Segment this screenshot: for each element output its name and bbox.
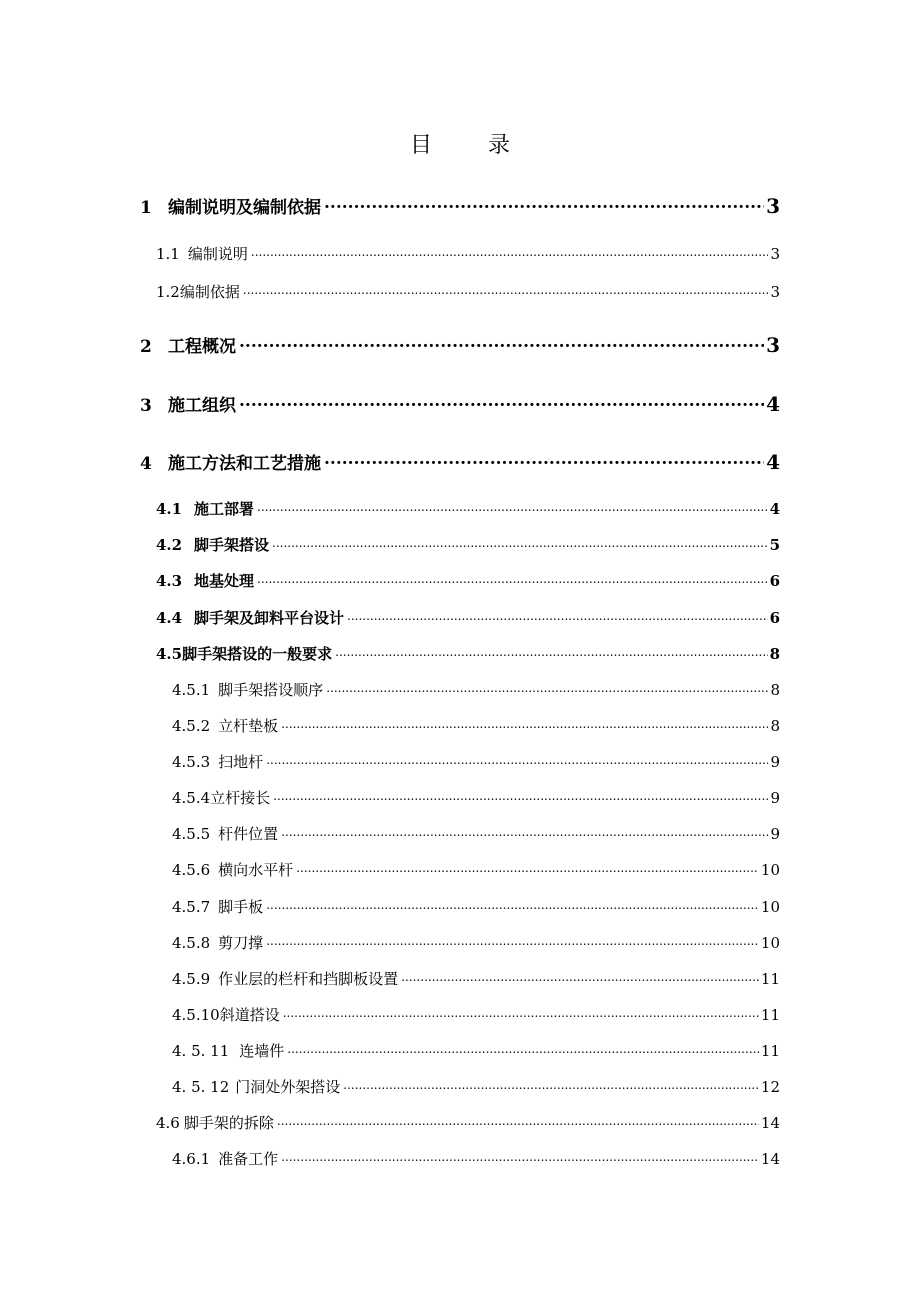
toc-entry-number: 4.5.7	[172, 898, 211, 916]
toc-entry[interactable]	[156, 498, 780, 519]
toc-entry-label: 立杆接长	[210, 789, 271, 807]
toc-entry-label: 编制说明及编制依据	[168, 198, 321, 218]
toc-entry[interactable]	[156, 643, 780, 664]
toc-entry-page: 11	[760, 1006, 780, 1024]
toc-entry-number: 2	[140, 337, 152, 357]
toc-leader-dots	[257, 571, 768, 586]
toc-leader-dots	[281, 824, 768, 839]
toc-leader-dots	[239, 335, 764, 352]
toc-entry-label: 脚手架搭设顺序	[218, 681, 324, 699]
toc-entry-label: 连墙件	[239, 1042, 285, 1060]
toc-entry-label: 杆件位置	[218, 825, 279, 843]
toc-entry[interactable]	[156, 1112, 780, 1133]
toc-entry-label: 准备工作	[218, 1150, 279, 1168]
toc-entry-page: 9	[770, 789, 780, 807]
toc-entry-page: 9	[770, 825, 780, 843]
toc-entry[interactable]	[172, 751, 780, 772]
toc-entry-number: 4.5.9	[172, 970, 211, 988]
toc-entry-number: 3	[140, 396, 152, 416]
toc-entry-page: 12	[760, 1078, 780, 1096]
toc-leader-dots	[257, 499, 768, 514]
toc-entry-label: 作业层的栏杆和挡脚板设置	[218, 970, 399, 988]
toc-leader-dots	[239, 394, 764, 411]
toc-entry-number: 4. 5. 11	[172, 1042, 230, 1060]
toc-leader-dots	[281, 1149, 759, 1164]
toc-entry-number: 4.6.1	[172, 1150, 211, 1168]
toc-leader-dots	[273, 788, 768, 803]
toc-entry-number: 1.2	[156, 283, 180, 301]
toc-entry-number: 4.5	[156, 645, 183, 663]
toc-entry-page: 6	[769, 572, 780, 590]
toc-entry-label: 扫地杆	[218, 753, 264, 771]
toc-entry[interactable]	[156, 534, 780, 555]
toc-entry-number: 4.5.4	[172, 789, 211, 807]
toc-entry-number: 4.6	[156, 1114, 180, 1132]
toc-entry-number: 4. 5. 12	[172, 1078, 230, 1096]
toc-entry-page: 3	[770, 283, 780, 301]
toc-entry[interactable]	[172, 715, 780, 736]
toc-entry-number: 4.4	[156, 609, 183, 627]
toc-leader-dots	[243, 282, 769, 297]
toc-leader-dots	[296, 860, 759, 875]
toc-leader-dots	[251, 244, 769, 259]
toc-entry-label: 立杆垫板	[218, 717, 279, 735]
toc-entry-page: 3	[766, 333, 780, 357]
toc-entry-number: 4.5.2	[172, 717, 211, 735]
toc-leader-dots	[401, 969, 759, 984]
toc-entry-number: 4.2	[156, 536, 183, 554]
toc-leader-dots	[343, 1077, 759, 1092]
toc-leader-dots	[326, 680, 768, 695]
toc-entry-label: 施工组织	[168, 396, 236, 416]
toc-entry-label: 脚手架的拆除	[183, 1114, 274, 1132]
toc-entry-number: 1.1	[156, 245, 180, 263]
toc-entry-page: 8	[769, 645, 780, 663]
toc-entry-page: 11	[760, 1042, 780, 1060]
toc-entry-number: 4.5.10	[172, 1006, 220, 1024]
toc-entry-page: 10	[760, 898, 780, 916]
toc-entry-page: 9	[770, 753, 780, 771]
toc-entry-page: 3	[766, 194, 780, 218]
toc-leader-dots	[281, 716, 768, 731]
toc-entry[interactable]	[156, 607, 780, 628]
toc-entry-label: 脚手架搭设	[194, 536, 270, 554]
toc-entry-page: 8	[770, 717, 780, 735]
toc-entry-page: 4	[769, 500, 780, 518]
toc-entry[interactable]	[172, 1148, 780, 1169]
toc-entry-number: 1	[140, 198, 152, 218]
page-title: 目录	[409, 133, 566, 158]
toc-entry[interactable]	[140, 449, 780, 474]
toc-entry[interactable]	[172, 1040, 780, 1061]
toc-entry[interactable]	[156, 281, 780, 302]
toc-entry-number: 4.5.8	[172, 934, 211, 952]
toc-entry-number: 4.1	[156, 500, 183, 518]
toc-entry-number: 4.3	[156, 572, 183, 590]
toc-entry-page: 4	[766, 392, 780, 416]
toc-entry-number: 4.5.6	[172, 861, 211, 879]
toc-entry[interactable]	[172, 1076, 780, 1097]
toc-entry-number: 4.5.1	[172, 681, 211, 699]
toc-entry-number: 4.5.3	[172, 753, 211, 771]
toc-leader-dots	[287, 1041, 759, 1056]
toc-leader-dots	[324, 196, 764, 213]
toc-leader-dots	[335, 644, 767, 659]
toc-entry-page: 5	[769, 536, 780, 554]
toc-entry-label: 剪刀撑	[218, 934, 264, 952]
toc-entry[interactable]	[172, 932, 780, 953]
toc-entry-page: 10	[760, 934, 780, 952]
toc-entry-label: 编制说明	[187, 245, 248, 263]
toc-entry[interactable]	[172, 679, 780, 700]
toc-entry[interactable]	[140, 193, 780, 218]
toc-leader-dots	[283, 1005, 759, 1020]
toc-entry[interactable]	[172, 787, 780, 808]
toc-entry-page: 4	[766, 450, 780, 474]
toc-entry[interactable]	[172, 823, 780, 844]
toc-entry-label: 门洞处外架搭设	[235, 1078, 341, 1096]
toc-entry-label: 斜道搭设	[219, 1006, 280, 1024]
toc-entry[interactable]	[172, 896, 780, 917]
toc-leader-dots	[272, 535, 768, 550]
toc-entry[interactable]	[172, 859, 780, 880]
toc-entry-label: 脚手架及卸料平台设计	[194, 609, 345, 627]
toc-entry[interactable]	[140, 332, 780, 357]
toc-entry-label: 脚手板	[218, 898, 264, 916]
toc-leader-dots	[266, 897, 759, 912]
toc-entry-page: 10	[760, 861, 780, 879]
toc-entry[interactable]	[140, 391, 780, 416]
toc-entry-page: 8	[770, 681, 780, 699]
toc-entry-page: 14	[760, 1114, 780, 1132]
toc-entry-label: 编制依据	[179, 283, 240, 301]
toc-entry-page: 6	[769, 609, 780, 627]
toc-entry[interactable]	[156, 243, 780, 264]
toc-leader-dots	[277, 1113, 759, 1128]
toc-entry-label: 施工方法和工艺措施	[168, 454, 321, 474]
toc-entry-label: 工程概况	[168, 337, 236, 357]
toc-leader-dots	[266, 933, 759, 948]
toc-leader-dots	[266, 752, 768, 767]
toc-entry[interactable]	[172, 968, 780, 989]
toc-entry-page: 3	[770, 245, 780, 263]
toc-entry-number: 4.5.5	[172, 825, 211, 843]
toc-entry[interactable]	[172, 1004, 780, 1025]
toc-entry-page: 14	[760, 1150, 780, 1168]
toc-entry-label: 地基处理	[194, 572, 255, 590]
toc-entry-label: 施工部署	[194, 500, 255, 518]
toc-entry-label: 横向水平杆	[218, 861, 294, 879]
toc-entry-number: 4	[140, 454, 152, 474]
toc-entry-page: 11	[760, 970, 780, 988]
toc-leader-dots	[347, 608, 768, 623]
toc-entry[interactable]	[156, 570, 780, 591]
toc-leader-dots	[324, 452, 764, 469]
toc-entry-label: 脚手架搭设的一般要求	[182, 645, 333, 663]
